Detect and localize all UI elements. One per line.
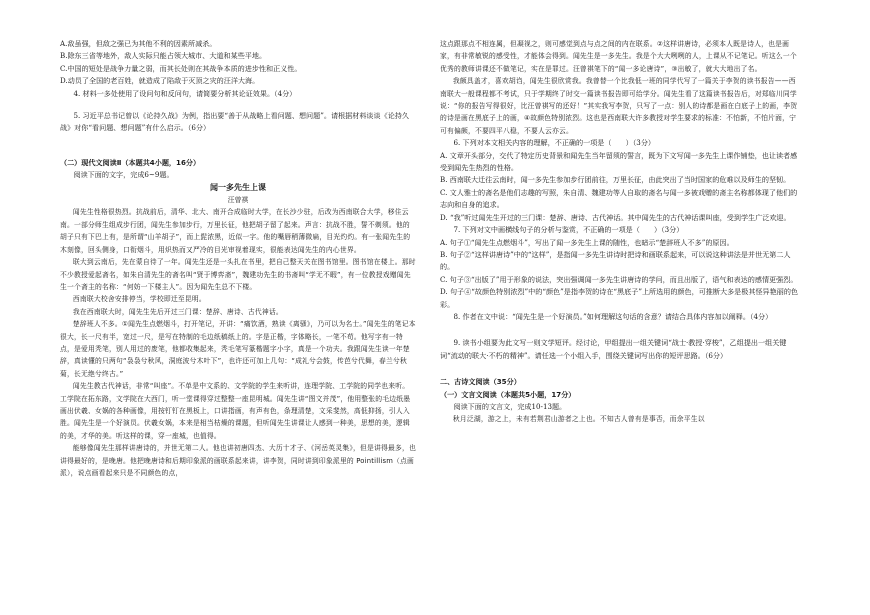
q6-option-a: A. 文章开头部分，交代了特定历史背景和闻先生当年留须的誓言，既为下文写闻一多先生上课作铺垫，也让读者感受到闻先生热烈的性格。 [440,150,798,173]
paragraph: 西南联大校舍安排停当，学校即迁至昆明。 [72,295,206,304]
option-c: C.中国的短处是战争力量之弱，而其长处则在其战争本质的进步性和正义性。 [60,63,302,73]
q7-option-c: C. 句子③“出版了”用于形象的说法，突出强调闻一多先生讲唐诗的学问，而且出版了，语气和表达的感情更强烈。 [440,274,798,284]
paragraph: 能够像闻先生那样讲唐诗的，并世无第二人。他也讲初唐四杰、大历十才子、《河岳英灵集》，但是讲得最多，也讲得最好的，是晚唐。他把晚唐诗和后期印象派的画联系起来讲，讲李贺，同时讲到印象派里的 Pointillism（点画派），说点画看起来只是不同颜色的点， [60,444,416,477]
q7-option-d: D. 句子④“故颜色特别浓烈”中的“颜色”是指李贺的诗在“黑底子”上所选用的颜色，可推断大多是极其怪异艳丽的色彩。 [440,287,799,309]
section-title: （二）现代文阅读Ⅱ（本题共4小题，16分） [60,157,201,167]
question-6: 6. 下列对本文相关内容的理解，不正确的一项是（ ）（3分） [453,138,655,148]
paragraph: 闻先生性格很热烈。抗战前后，清华、北大、南开合成临时大学，在长沙少驻，后改为西南联合大学，移住云南。一部分师生组成步行团，闻先生参加步行，万里长征，他把胡子留了起来。声言：抗战不胜，誓不剃须。他的胡子只有下巴上有，是所谓“山羊胡子”，而上髭浓黑，近似一字。他的嘴唇稍薄微扁，目光灼灼。有一张闻先生的木刻像，回头侧身，口衔烟斗，用炽热而又严冷的目光审视着现实，很能表达闻先生的内心世界。 [60,208,411,254]
question-5: 5. 习近平总书记曾以《论持久战》为例，指出要“善于从战略上看问题、想问题”。请根据材料谈谈《论持久战》对你“看问题、想问题”有什么启示。（6分） [60,111,409,133]
paragraph: 楚辞班人不多。①闻先生点燃烟斗，打开笔记，开讲：“痛饮酒，熟读《离骚》，乃可以为名士。”闻先生的笔记本很大，长一尺有半，宽过一尺，是写在特制的毛边纸稿纸上的。字是正楷，字体略长，一笔不苟。他写字有一特点，是爱用秃笔，别人用过的废笔，他都收集起来，秃毛笔写篆楷题字小字，真是一个功夫。我跟闻先生读一年楚辞，真读懂的只两句“袅袅兮秋风，洞庭波兮木叶下”，也许还可加上几句：“成礼兮会鼓，传芭兮代舞，春兰兮秋菊，长无绝兮终古。” [60,320,416,378]
q7-option-b: B. 句子②“这样讲唐诗”中的“这样”，是指闻一多先生讲诗时把诗和画联系起来，可以说这种讲法是并世无第二人的。 [440,249,791,272]
question-9: 9. 读书小组要为此文写一则文学短评。经讨论，甲组提出一组关键词“战士·教授·穿梭”，乙组提出一组关键词“流动的联大·不朽的精神”。请任选一个小组入手，围绕关键词写出你的短评思路。（6分） [440,338,787,360]
question-4: 4. 材料一多处使用了设问句和反问句，请简要分析其论证效果。（4分） [73,88,297,98]
question-7: 7. 下列对文中画横线句子的分析与鉴赏，不正确的一项是（ ）（3分） [453,225,684,235]
option-d: D.动员了全国的老百姓，就造成了陷敌于灭顶之灾的汪洋大海。 [60,76,260,86]
q6-option-d: D. “我”听过闻先生开过的三门课：楚辞、唐诗、古代神话。其中闻先生的古代神话课叫座，受到学生广泛欢迎。 [440,212,791,222]
paragraph: 我在西南联大时，闻先生先后开过三门课：楚辞、唐诗、古代神话。 [72,307,283,316]
question-8: 8. 作者在文中说：“闻先生是一个好演员。”如何理解这句话的含意？请结合具体内容加以阐释。（4分） [453,311,773,321]
option-b: B.除东三省等地外，敌人实际只能占领大城市、大道和某些平地。 [60,51,267,61]
right-column [440,38,800,426]
section-2a-title: （一）文言文阅读（本题共5小题，17分） [440,389,576,399]
article-title: 闻一多先生上课 [210,182,266,192]
q7-option-a: A. 句子①“闻先生点燃烟斗”，写出了闻一多先生上课的随性，也暗示“楚辞班人不多”的原因。 [440,237,734,247]
article-author: 汪曾祺 [227,196,249,205]
q6-option-c: C. 文人雅士的斋名是他们志趣的写照，朱自清、魏建功等人自取的斋名与闻一多被戏赠的斋主名称都体现了他们的志向和自身的追求。 [440,187,798,210]
left-column [60,38,416,479]
paragraph: 这点跟那点不相连属，但凝视之，则可感觉到点与点之间的内在联系。②这样讲唐诗，必须本人既是诗人，也是画家，有非常敏锐的感受性，才能体会得到。闻先生是一多先生。我是个大大咧咧的人，上课从不记笔记。听这么一个优秀的教师讲课还不做笔记，实在是罪过。汪曾祺笔下的“闻一多论唐诗”，③出敏了，就大大地出了名。 [440,40,797,73]
option-a: A.敌虽强，但敌之强已为其他不利的因素所减杀。 [60,39,217,48]
paragraph: 闻先生教古代神话，非常“叫座”。不单是中文系的、文学院的学生来听讲，连理学院、工学院的同学也来听。工学院在拓东路，文学院在大西门，听一堂课得穿过整整一座昆明城。闻先生讲“图文并茂”，他用整张的毛边纸墨画出伏羲、女娲的各种画像，用按钉钉在黑板上，口讲指画，有声有色，条理清楚，文采斐然，高低抑扬，引人入胜。闻先生是一个好演员。伏羲女娲，本来是相当枯燥的课题，但听闻先生讲课让人感到一种美，思想的美，逻辑的美，才华的美。听这样的课，穿一座城，也值得。 [60,382,411,440]
section-2-title: 二、古诗文阅读（35分） [440,377,521,387]
paragraph: 联大到云南后，先在蒙自待了一年。闻先生还是一头扎在书里，把自己整天关在图书馆里。图书馆在楼上。那时不少教授爱起斋名，如朱自清先生的斋名叫“贤于博弈斋”，魏建功先生的书斋叫“学无不暇”，有一位教授戏赠闻先生一个斋主的名称：“何妨一下楼主人”。因为闻先生总不下楼。 [60,258,416,291]
classical-text: 秋月泛湖，游之上，未有若荆君山游者之上也。不知古人曾有是事否，而余平生以 [452,415,705,424]
paragraph: 我颇具盖才，喜欢胡诌，闻先生很欣赏我。我曾替一个比我低一班的同学代写了一篇关于李贺的读书报告——西南联大一般课程都不考试，只于学期终了时交一篇读书报告即可给学分。闻先生看了这篇读书报告后，对郑临川同学说：“你的报告写得很好，比汪曾祺写的还好！”其实我写李贺，只写了一点：别人的诗都是画在白底子上的画，李贺的诗是画在黑底子上的画，④故颜色特别浓烈。这也是西南联大许多教授对学生要求的标准：不怕新，不怕片面，宁可有偏颇，不要四平八稳，不要人云亦云。 [440,77,798,135]
q6-option-b: B. 西南联大迁往云南时，闻一多先生参加步行团前往，万里长征，由此突出了当时国家的危难以及师生的坚韧。 [440,175,791,185]
section-2a-intro: 阅读下面的文言文，完成10-13题。 [453,401,567,411]
section-intro: 阅读下面的文字，完成6~9题。 [73,170,174,180]
